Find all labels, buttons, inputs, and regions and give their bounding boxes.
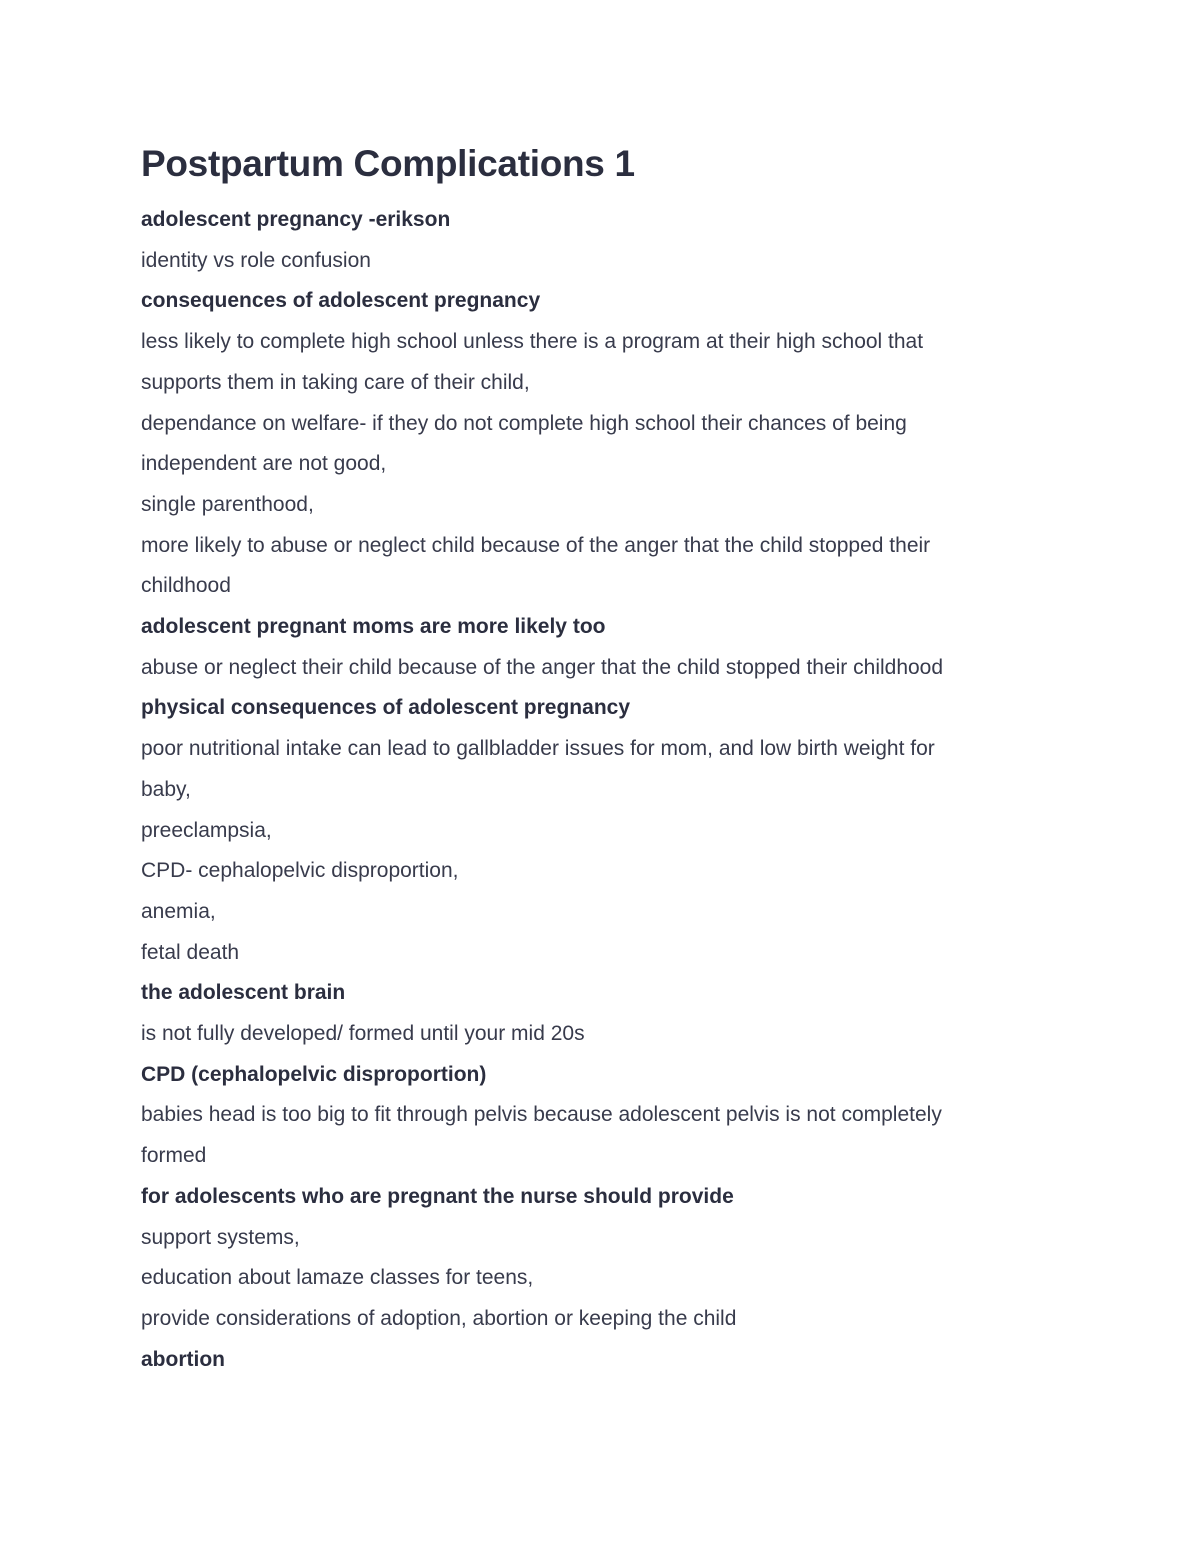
flashcard-definition-line: identity vs role confusion — [141, 248, 371, 272]
flashcard — [141, 1055, 1061, 1177]
flashcard-definition-line: poor nutritional intake can lead to gallbladder issues for mom, and low birth weight for — [141, 737, 935, 761]
flashcard-definition-line: preeclampsia, — [141, 818, 272, 842]
document-title: Postpartum Complications 1 — [141, 143, 635, 184]
flashcard-definition-line: supports them in taking care of their child, — [141, 370, 530, 394]
flashcard-definition-line: education about lamaze classes for teens, — [141, 1266, 534, 1290]
flashcard-term: CPD (cephalopelvic disproportion) — [141, 1062, 487, 1086]
document-page — [141, 140, 1061, 1380]
flashcard — [141, 281, 1061, 607]
flashcard-definition-line: single parenthood, — [141, 492, 314, 516]
flashcard-definition-line: babies head is too big to fit through pelvis because adolescent pelvis is not completely — [141, 1103, 942, 1127]
flashcard-definition-line: is not fully developed/ formed until your mid 20s — [141, 1022, 585, 1046]
flashcard — [141, 200, 1061, 281]
flashcard-definition-line: more likely to abuse or neglect child because of the anger that the child stopped their — [141, 533, 931, 557]
flashcard — [141, 688, 1061, 973]
flashcard — [141, 607, 1061, 688]
flashcard-definition-line: fetal death — [141, 940, 240, 964]
flashcard-term: adolescent pregnancy -erikson — [141, 208, 451, 231]
flashcard-definition-line: anemia, — [141, 899, 216, 923]
flashcard-definition-line: support systems, — [141, 1225, 300, 1249]
flashcard-term: adolescent pregnant moms are more likely too — [141, 615, 606, 639]
flashcard-definition-line: independent are not good, — [141, 452, 387, 476]
flashcard — [141, 973, 1061, 1054]
flashcard-definition-line: provide considerations of adoption, abortion or keeping the child — [141, 1306, 737, 1330]
flashcard-term: physical consequences of adolescent pregnancy — [141, 696, 630, 720]
flashcard-term: for adolescents who are pregnant the nurse should provide — [141, 1184, 734, 1208]
flashcard — [141, 1340, 1061, 1381]
flashcard-term: abortion — [141, 1347, 225, 1371]
flashcard-term: the adolescent brain — [141, 981, 346, 1005]
flashcard-definition-line: dependance on welfare- if they do not complete high school their chances of being — [141, 411, 907, 435]
flashcard-list — [141, 200, 1061, 1380]
flashcard-definition-line: childhood — [141, 574, 231, 598]
flashcard-definition-line: formed — [141, 1144, 207, 1168]
flashcard — [141, 1177, 1061, 1340]
flashcard-definition-line: abuse or neglect their child because of the anger that the child stopped their childhood — [141, 655, 944, 679]
flashcard-definition-line: less likely to complete high school unless there is a program at their high school that — [141, 330, 924, 354]
flashcard-definition-line: CPD- cephalopelvic disproportion, — [141, 859, 459, 883]
flashcard-term: consequences of adolescent pregnancy — [141, 289, 541, 313]
flashcard-definition-line: baby, — [141, 777, 191, 801]
